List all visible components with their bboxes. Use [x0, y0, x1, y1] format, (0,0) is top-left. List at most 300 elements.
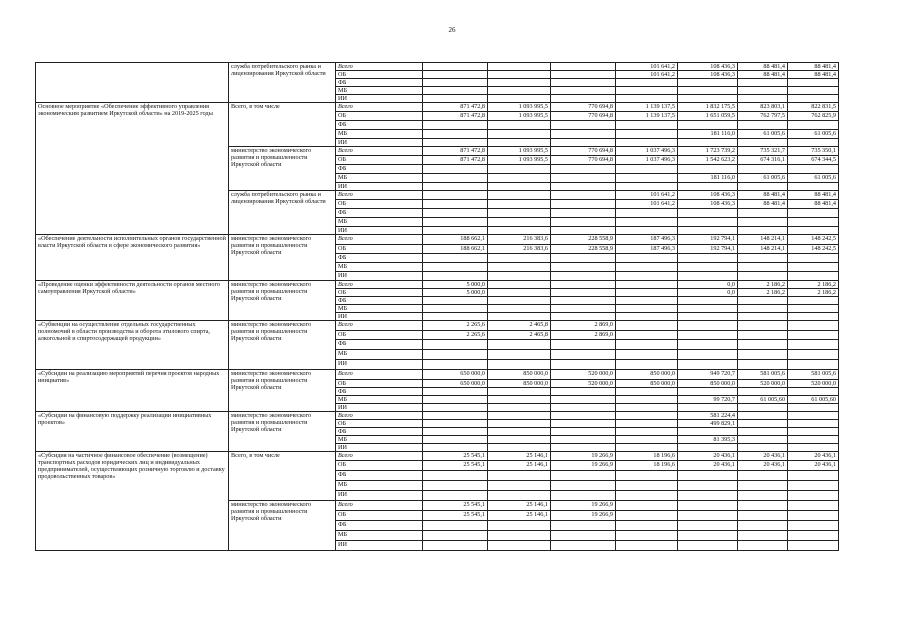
funding-source: ИИ	[336, 360, 423, 370]
amount-cell	[551, 191, 616, 200]
amount-cell	[423, 87, 488, 95]
amount-cell	[488, 139, 551, 147]
amount-cell	[788, 209, 839, 218]
amount-cell	[738, 121, 788, 130]
funding-source: ИИ	[336, 272, 423, 281]
amount-cell	[423, 313, 488, 321]
amount-cell	[616, 313, 678, 321]
amount-cell	[423, 139, 488, 147]
funding-source: МБ	[336, 436, 423, 444]
amount-cell	[788, 331, 839, 340]
amount-cell: 1 651 059,5	[678, 112, 738, 121]
amount-cell: 1 093 995,5	[488, 112, 551, 121]
amount-cell: 762 825,9	[788, 112, 839, 121]
amount-cell: 148 242,5	[788, 235, 839, 245]
amount-cell: 88 481,4	[738, 200, 788, 209]
amount-cell: 2 186,2	[788, 289, 839, 297]
amount-cell	[551, 79, 616, 87]
amount-cell: 2 465,8	[488, 321, 551, 331]
amount-cell: 192 794,1	[678, 245, 738, 254]
amount-cell	[738, 521, 788, 531]
amount-cell: 88 481,4	[788, 71, 839, 79]
amount-cell	[423, 272, 488, 281]
amount-cell	[551, 139, 616, 147]
executor-name: министерство экономического развития и промышленности Иркутской области	[229, 235, 336, 281]
amount-cell: 1 093 995,5	[488, 147, 551, 156]
amount-cell: 1 723 739,2	[678, 147, 738, 156]
amount-cell: 581 224,4	[678, 412, 738, 420]
amount-cell: 1 542 623,2	[678, 156, 738, 165]
amount-cell	[678, 491, 738, 501]
amount-cell: 871 472,8	[423, 103, 488, 112]
amount-cell	[788, 263, 839, 272]
amount-cell	[488, 388, 551, 396]
executor-name: служба потребительского рынка и лицензирования Иркутской области	[229, 191, 336, 235]
amount-cell	[551, 87, 616, 95]
amount-cell: 228 558,9	[551, 245, 616, 254]
amount-cell	[678, 350, 738, 360]
measure-name: «Субвенции на осуществление отдельных государственных полномочий в области производства и оборота этилового спирта, алкогольной и спиртосодержащей продукции»	[36, 321, 229, 370]
amount-cell	[616, 174, 678, 183]
amount-cell	[423, 183, 488, 191]
amount-cell	[788, 121, 839, 130]
amount-cell	[551, 272, 616, 281]
amount-cell	[678, 263, 738, 272]
amount-cell	[423, 471, 488, 481]
amount-cell	[738, 79, 788, 87]
amount-cell: 520 000,0	[738, 380, 788, 388]
measure-name: «Субсидия на частичное финансовое обеспечение (возмещение) транспортных расходов юридических лиц и индивидуальных предпринимателей, осуществляющих розничную торговлю и доставку продовольственных товаров»	[36, 452, 229, 551]
amount-cell: 148 214,1	[738, 235, 788, 245]
amount-cell: 181 116,0	[678, 130, 738, 139]
amount-cell: 520 000,0	[788, 380, 839, 388]
amount-cell	[551, 174, 616, 183]
amount-cell	[488, 521, 551, 531]
amount-cell	[423, 218, 488, 227]
funding-source: ФБ	[336, 209, 423, 218]
measure-name: Основное мероприятие «Обеспечение эффективного управления экономическим развитием Иркутской области» на 2019-2025 годы	[36, 103, 229, 235]
amount-cell: 499 829,1	[678, 420, 738, 428]
amount-cell	[551, 95, 616, 103]
amount-cell	[788, 165, 839, 174]
measure-name	[36, 63, 229, 103]
amount-cell	[616, 360, 678, 370]
amount-cell	[788, 491, 839, 501]
amount-cell	[678, 254, 738, 263]
amount-cell	[738, 340, 788, 350]
amount-cell	[616, 428, 678, 436]
amount-cell	[488, 289, 551, 297]
funding-source: ИИ	[336, 491, 423, 501]
amount-cell	[423, 71, 488, 79]
amount-cell	[678, 331, 738, 340]
table-row	[36, 321, 839, 331]
amount-cell: 674 316,1	[738, 156, 788, 165]
amount-cell: 18 196,6	[616, 461, 678, 471]
amount-cell	[423, 388, 488, 396]
amount-cell: 770 694,8	[551, 103, 616, 112]
amount-cell: 88 481,4	[738, 191, 788, 200]
amount-cell: 61 005,6	[738, 130, 788, 139]
funding-source: МБ	[336, 130, 423, 139]
amount-cell	[788, 313, 839, 321]
amount-cell: 20 436,1	[788, 461, 839, 471]
amount-cell	[788, 388, 839, 396]
funding-source: ИИ	[336, 227, 423, 235]
amount-cell: 25 146,1	[488, 461, 551, 471]
funding-source: МБ	[336, 350, 423, 360]
amount-cell	[738, 481, 788, 491]
amount-cell	[678, 87, 738, 95]
amount-cell	[616, 289, 678, 297]
amount-cell	[423, 481, 488, 491]
amount-cell	[551, 305, 616, 313]
amount-cell	[738, 95, 788, 103]
funding-source: ФБ	[336, 428, 423, 436]
amount-cell: 188 662,1	[423, 245, 488, 254]
amount-cell: 762 797,5	[738, 112, 788, 121]
amount-cell	[678, 95, 738, 103]
funding-source: Всего	[336, 235, 423, 245]
funding-source: МБ	[336, 87, 423, 95]
amount-cell: 1 832 175,5	[678, 103, 738, 112]
amount-cell: 850 000,0	[488, 370, 551, 380]
funding-source: МБ	[336, 174, 423, 183]
amount-cell	[423, 436, 488, 444]
funding-source: ОБ	[336, 511, 423, 521]
amount-cell	[488, 340, 551, 350]
funding-source: ФБ	[336, 340, 423, 350]
amount-cell: 61 005,60	[738, 396, 788, 404]
executor-name: министерство экономического развития и промышленности Иркутской области	[229, 370, 336, 412]
amount-cell	[488, 396, 551, 404]
funding-source: ФБ	[336, 471, 423, 481]
amount-cell	[551, 227, 616, 235]
amount-cell	[423, 209, 488, 218]
amount-cell	[488, 444, 551, 452]
budget-table	[35, 62, 839, 551]
executor-name: министерство экономического развития и промышленности Иркутской области	[229, 501, 336, 551]
executor-name: министерство экономического развития и промышленности Иркутской области	[229, 281, 336, 321]
amount-cell	[423, 263, 488, 272]
table-row	[36, 103, 839, 112]
amount-cell	[616, 471, 678, 481]
funding-source: ОБ	[336, 331, 423, 340]
amount-cell	[678, 79, 738, 87]
amount-cell: 949 720,7	[678, 370, 738, 380]
amount-cell	[788, 501, 839, 511]
amount-cell: 735 321,7	[738, 147, 788, 156]
amount-cell: 216 383,6	[488, 245, 551, 254]
amount-cell: 25 146,1	[488, 501, 551, 511]
amount-cell	[423, 79, 488, 87]
amount-cell	[738, 420, 788, 428]
amount-cell	[488, 254, 551, 263]
amount-cell: 216 383,6	[488, 235, 551, 245]
amount-cell	[423, 531, 488, 541]
amount-cell	[678, 388, 738, 396]
amount-cell	[423, 444, 488, 452]
funding-source: ИИ	[336, 404, 423, 412]
amount-cell	[788, 521, 839, 531]
amount-cell	[616, 396, 678, 404]
amount-cell	[423, 412, 488, 420]
amount-cell: 5 000,0	[423, 289, 488, 297]
funding-source: ИИ	[336, 183, 423, 191]
amount-cell	[788, 428, 839, 436]
amount-cell: 20 436,1	[678, 461, 738, 471]
amount-cell	[551, 121, 616, 130]
amount-cell	[738, 491, 788, 501]
funding-source: ОБ	[336, 71, 423, 79]
amount-cell	[678, 183, 738, 191]
amount-cell	[788, 471, 839, 481]
amount-cell	[423, 254, 488, 263]
amount-cell	[738, 436, 788, 444]
amount-cell	[738, 272, 788, 281]
amount-cell	[738, 531, 788, 541]
amount-cell	[551, 263, 616, 272]
amount-cell: 1 139 137,5	[616, 103, 678, 112]
amount-cell	[488, 200, 551, 209]
funding-source: Всего	[336, 281, 423, 289]
amount-cell	[488, 420, 551, 428]
amount-cell: 770 694,8	[551, 147, 616, 156]
funding-source: ИИ	[336, 95, 423, 103]
amount-cell	[423, 305, 488, 313]
amount-cell: 1 093 995,5	[488, 156, 551, 165]
amount-cell	[616, 436, 678, 444]
amount-cell	[678, 360, 738, 370]
amount-cell	[488, 360, 551, 370]
amount-cell: 1 037 496,3	[616, 156, 678, 165]
funding-source: ОБ	[336, 112, 423, 121]
amount-cell: 19 266,9	[551, 501, 616, 511]
amount-cell: 19 266,9	[551, 452, 616, 461]
amount-cell	[738, 404, 788, 412]
amount-cell: 2 186,2	[738, 281, 788, 289]
amount-cell	[551, 481, 616, 491]
amount-cell	[423, 491, 488, 501]
amount-cell	[616, 388, 678, 396]
amount-cell	[551, 388, 616, 396]
amount-cell	[423, 174, 488, 183]
amount-cell: 2 265,6	[423, 321, 488, 331]
funding-source: ИИ	[336, 541, 423, 551]
amount-cell	[678, 471, 738, 481]
amount-cell	[616, 481, 678, 491]
amount-cell: 25 545,1	[423, 452, 488, 461]
amount-cell	[551, 521, 616, 531]
funding-source: ИИ	[336, 139, 423, 147]
amount-cell: 770 694,8	[551, 156, 616, 165]
amount-cell	[788, 297, 839, 305]
amount-cell	[488, 63, 551, 71]
amount-cell	[616, 501, 678, 511]
amount-cell	[551, 130, 616, 139]
amount-cell	[616, 95, 678, 103]
amount-cell	[488, 481, 551, 491]
amount-cell	[488, 165, 551, 174]
amount-cell	[738, 297, 788, 305]
amount-cell: 2 186,2	[788, 281, 839, 289]
amount-cell	[488, 263, 551, 272]
amount-cell	[616, 218, 678, 227]
amount-cell	[423, 130, 488, 139]
amount-cell: 850 000,0	[488, 380, 551, 388]
amount-cell	[616, 87, 678, 95]
amount-cell	[678, 501, 738, 511]
amount-cell: 20 436,1	[788, 452, 839, 461]
funding-source: МБ	[336, 218, 423, 227]
amount-cell	[488, 531, 551, 541]
amount-cell	[616, 541, 678, 551]
amount-cell	[788, 305, 839, 313]
amount-cell	[788, 511, 839, 521]
amount-cell	[488, 191, 551, 200]
amount-cell	[738, 511, 788, 521]
amount-cell: 25 545,1	[423, 511, 488, 521]
amount-cell	[738, 313, 788, 321]
table-row	[36, 235, 839, 245]
page-number: 26	[448, 26, 456, 34]
amount-cell: 0,0	[678, 281, 738, 289]
amount-cell: 228 558,9	[551, 235, 616, 245]
funding-source: МБ	[336, 531, 423, 541]
amount-cell	[678, 313, 738, 321]
amount-cell	[738, 471, 788, 481]
amount-cell	[551, 297, 616, 305]
amount-cell	[551, 281, 616, 289]
amount-cell	[738, 263, 788, 272]
funding-source: ОБ	[336, 380, 423, 388]
amount-cell	[551, 218, 616, 227]
amount-cell: 19 266,9	[551, 511, 616, 521]
amount-cell: 735 350,1	[788, 147, 839, 156]
amount-cell	[788, 139, 839, 147]
amount-cell	[616, 281, 678, 289]
amount-cell: 1 037 496,3	[616, 147, 678, 156]
amount-cell	[423, 396, 488, 404]
amount-cell	[423, 297, 488, 305]
amount-cell	[616, 331, 678, 340]
amount-cell: 0,0	[678, 289, 738, 297]
amount-cell	[738, 227, 788, 235]
amount-cell	[488, 412, 551, 420]
amount-cell	[738, 360, 788, 370]
table-row	[36, 370, 839, 380]
amount-cell	[616, 412, 678, 420]
amount-cell: 25 545,1	[423, 461, 488, 471]
executor-name: министерство экономического развития и промышленности Иркутской области	[229, 147, 336, 191]
amount-cell: 188 662,1	[423, 235, 488, 245]
funding-source: ОБ	[336, 461, 423, 471]
amount-cell	[423, 63, 488, 71]
amount-cell	[423, 521, 488, 531]
amount-cell	[788, 404, 839, 412]
amount-cell: 61 005,60	[788, 396, 839, 404]
amount-cell: 192 794,1	[678, 235, 738, 245]
funding-source: МБ	[336, 396, 423, 404]
amount-cell	[488, 218, 551, 227]
amount-cell: 108 436,3	[678, 191, 738, 200]
amount-cell: 2 869,0	[551, 321, 616, 331]
funding-source: ФБ	[336, 79, 423, 87]
funding-source: Всего	[336, 412, 423, 420]
amount-cell	[616, 521, 678, 531]
funding-source: ОБ	[336, 200, 423, 209]
amount-cell: 61 005,6	[738, 174, 788, 183]
amount-cell: 20 436,1	[678, 452, 738, 461]
amount-cell: 81 395,3	[678, 436, 738, 444]
amount-cell	[788, 420, 839, 428]
amount-cell: 5 000,0	[423, 281, 488, 289]
amount-cell	[488, 174, 551, 183]
amount-cell	[788, 272, 839, 281]
amount-cell	[678, 165, 738, 174]
amount-cell	[423, 227, 488, 235]
amount-cell: 25 146,1	[488, 452, 551, 461]
amount-cell	[551, 428, 616, 436]
amount-cell	[788, 218, 839, 227]
amount-cell	[616, 165, 678, 174]
amount-cell: 108 436,3	[678, 200, 738, 209]
amount-cell	[616, 350, 678, 360]
executor-name: министерство экономического развития и промышленности Иркутской области	[229, 412, 336, 452]
amount-cell: 650 000,0	[423, 370, 488, 380]
funding-source: Всего	[336, 191, 423, 200]
amount-cell: 850 000,0	[616, 370, 678, 380]
funding-source: ФБ	[336, 165, 423, 174]
funding-source: МБ	[336, 481, 423, 491]
funding-source: ИИ	[336, 444, 423, 452]
amount-cell: 101 641,2	[616, 71, 678, 79]
amount-cell	[551, 200, 616, 209]
amount-cell: 871 472,8	[423, 147, 488, 156]
amount-cell: 581 005,6	[788, 370, 839, 380]
amount-cell	[678, 305, 738, 313]
amount-cell	[678, 218, 738, 227]
executor-name: служба потребительского рынка и лицензирования Иркутской области	[229, 63, 336, 103]
table-row	[36, 412, 839, 420]
amount-cell	[678, 121, 738, 130]
executor-name: министерство экономического развития и промышленности Иркутской области	[229, 321, 336, 370]
amount-cell	[551, 289, 616, 297]
amount-cell	[551, 340, 616, 350]
amount-cell: 19 266,9	[551, 461, 616, 471]
amount-cell	[423, 420, 488, 428]
amount-cell	[551, 404, 616, 412]
table-row	[36, 452, 839, 461]
amount-cell	[488, 541, 551, 551]
amount-cell: 88 481,4	[788, 191, 839, 200]
amount-cell	[738, 183, 788, 191]
amount-cell: 99 720,7	[678, 396, 738, 404]
amount-cell	[616, 254, 678, 263]
amount-cell	[551, 63, 616, 71]
amount-cell	[788, 254, 839, 263]
amount-cell	[423, 428, 488, 436]
amount-cell	[678, 481, 738, 491]
amount-cell	[788, 183, 839, 191]
amount-cell	[616, 404, 678, 412]
executor-name: Всего, в том числе	[229, 103, 336, 147]
amount-cell	[788, 227, 839, 235]
amount-cell	[488, 79, 551, 87]
amount-cell	[551, 183, 616, 191]
amount-cell	[488, 87, 551, 95]
amount-cell: 1 093 995,5	[488, 103, 551, 112]
